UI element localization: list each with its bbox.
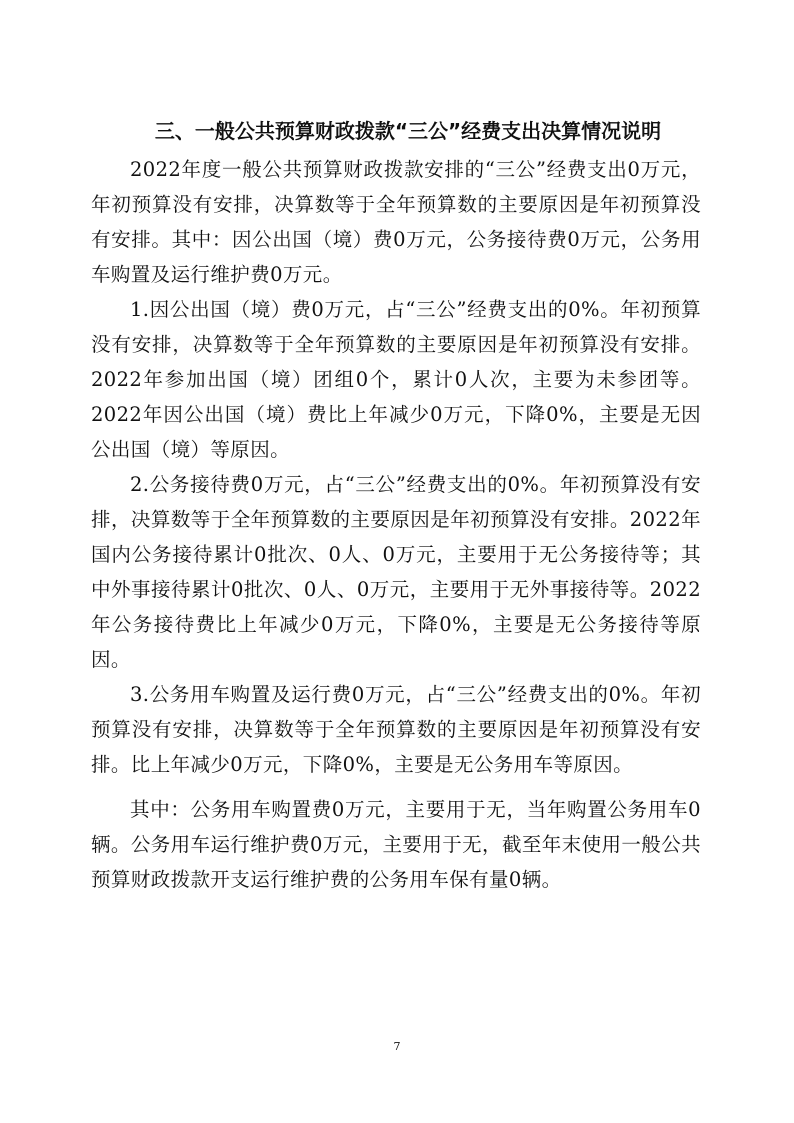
paragraph-summary: 2022年度一般公共预算财政拨款安排的“三公”经费支出0万元，年初预算没有安排，决算数等于全年预算数的主要原因是年初预算没有安排。其中：因公出国（境）费0万元，公务接待费0万元，公务用车购置及运行维护费0万元。 xyxy=(91,158,701,286)
body-text xyxy=(91,152,701,897)
paragraph-vehicle-details: 其中：公务用车购置费0万元，主要用于无，当年购置公务用车0辆。公务用车运行维护费0万元，主要用于无，截至年末使用一般公共预算财政拨款开支运行维护费的公务用车保有量0辆。 xyxy=(91,798,701,891)
section-heading: 三、一般公共预算财政拨款“三公”经费支出决算情况说明 xyxy=(154,119,662,143)
paragraph-overseas-travel: 1.因公出国（境）费0万元，占“三公”经费支出的0%。年初预算没有安排，决算数等于全年预算数的主要原因是年初预算没有安排。2022年参加出国（境）团组0个，累计0人次，主要为未参团等。2022年因公出国（境）费比上年减少0万元，下降0%，主要是无因公出国（境）等原因。 xyxy=(91,298,701,461)
page-number: 7 xyxy=(393,1040,401,1053)
paragraph-official-vehicles: 3.公务用车购置及运行费0万元，占“三公”经费支出的0%。年初预算没有安排，决算数等于全年预算数的主要原因是年初预算没有安排。比上年减少0万元，下降0%，主要是无公务用车等原因。 xyxy=(91,683,701,776)
paragraph-reception: 2.公务接待费0万元，占“三公”经费支出的0%。年初预算没有安排，决算数等于全年预算数的主要原因是年初预算没有安排。2022年国内公务接待累计0批次、0人、0万元，主要用于无公务接待等；其中外事接待累计0批次、0人、0万元，主要用于无外事接待等。2022年公务接待费比上年减少0万元，下降0%，主要是无公务接待等原因。 xyxy=(91,473,701,671)
